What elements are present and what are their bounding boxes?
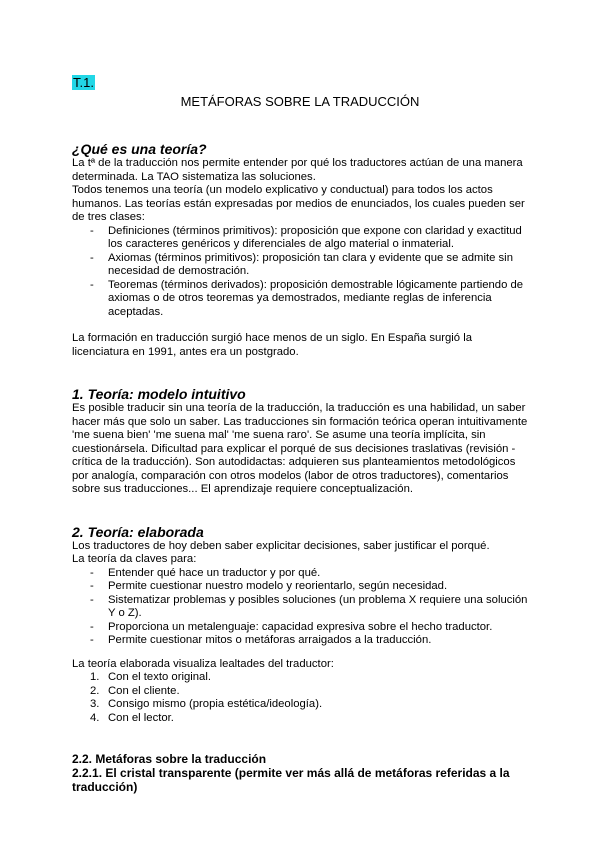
list-item [72,279,532,320]
list-item-text: Entender qué hace un traductor y por qué. [108,566,321,579]
list-item-text: Teoremas (términos derivados): proposición demostrable lógicamente partiendo de axiomas o de otros teoremas ya demostrados, mediante reglas de inferencia aceptadas. [108,278,524,318]
list-number: 2. [90,684,100,697]
list-item-text: Axiomas (términos primitivos): proposición tan clara y evidente que se admite sin necesidad de demostración. [108,251,513,277]
loyalties-list [72,671,532,725]
list-item [72,594,532,621]
section-heading-intuitive: 1. Teoría: modelo intuitivo [72,386,246,402]
theory-keys-list [72,567,532,648]
statement-types-list [72,225,532,320]
list-item [72,712,532,726]
dash-bullet: - [90,580,94,592]
document-title: METÁFORAS SOBRE LA TRADUCCIÓN [180,94,420,109]
paragraph: La teoría da claves para: [72,553,197,565]
list-item [72,685,532,699]
dash-bullet: - [90,593,94,606]
list-item [72,252,532,279]
dash-bullet: - [90,224,94,237]
paragraph: La tª de la traducción nos permite entender por qué los traductores actúan de una manera determinada. La TAO sistematiza las soluciones. [72,157,523,183]
list-item-text: Permite cuestionar nuestro modelo y reorientarlo, según necesidad. [108,580,448,592]
list-item-text: Definiciones (términos primitivos): proposición que expone con claridad y exactitud los caracteres genéricos y diferenciales de algo material o inmaterial. [108,224,522,250]
paragraph: Es posible traducir sin una teoría de la traducción, la traducción es una habilidad, un saber hacer más que solo un saber. Las traducciones sin formación teórica operan intuitivamente 'me suena bien' 'me suena mal' 'me suena raro'. Se asume una teoría implícita, sin cuestionársela. Dificultad para explicar el porqué de sus decisiones traslativas (revisión - crítica de la traducción). Son autodidactas: adquieren sus planteamientos metodológicos por analogía, comparación con otros modelos (labor de otros traductores), comentarios sobre sus traducciones... El aprendizaje requiere conceptualización. [72,402,528,495]
subsection-heading-transparent-glass: 2.2.1. El cristal transparente (permite ver más allá de metáforas referidas a la traducción) [72,766,510,794]
section-heading-theory: ¿Qué es una teoría? [72,141,207,157]
list-item-text: Permite cuestionar mitos o metáforas arraigados a la traducción. [108,634,432,646]
list-item [72,225,532,252]
list-item [72,580,532,594]
list-item [72,567,532,581]
dash-bullet: - [90,620,94,633]
document-body [72,141,532,794]
list-number: 4. [90,711,100,724]
unit-label: T.1. [73,75,94,90]
list-item-text: Consigo mismo (propia estética/ideología). [108,698,323,710]
list-item-text: Con el texto original. [108,671,211,683]
paragraph: Todos tenemos una teoría (un modelo explicativo y conductual) para todos los actos humanos. Las teorías están expresadas por medios de enunciados, los cuales pueden ser de tres clases: [72,184,525,223]
list-item [72,698,532,712]
list-item-text: Proporciona un metalenguaje: capacidad expresiva sobre el hecho traductor. [108,620,493,633]
dash-bullet: - [90,634,94,646]
paragraph: Los traductores de hoy deben saber explicitar decisiones, saber justificar el porqué. [72,539,490,552]
paragraph: La teoría elaborada visualiza lealtades del traductor: [72,657,334,670]
list-item [72,634,532,648]
list-number: 3. [90,698,100,710]
list-item-text: Sistematizar problemas y posibles soluciones (un problema X requiere una solución Y o Z). [108,593,528,619]
list-item-text: Con el lector. [108,711,174,724]
list-item [72,621,532,635]
list-item-text: Con el cliente. [108,684,180,697]
dash-bullet: - [90,251,94,264]
dash-bullet: - [90,566,94,579]
dash-bullet: - [90,278,94,291]
section-heading-elaborated: 2. Teoría: elaborada [72,523,204,540]
list-number: 1. [90,671,100,683]
section-heading-metaphors: 2.2. Metáforas sobre la traducción [72,752,267,766]
paragraph: La formación en traducción surgió hace menos de un siglo. En España surgió la licenciatura en 1991, antes era un postgrado. [72,332,473,358]
list-item [72,671,532,685]
